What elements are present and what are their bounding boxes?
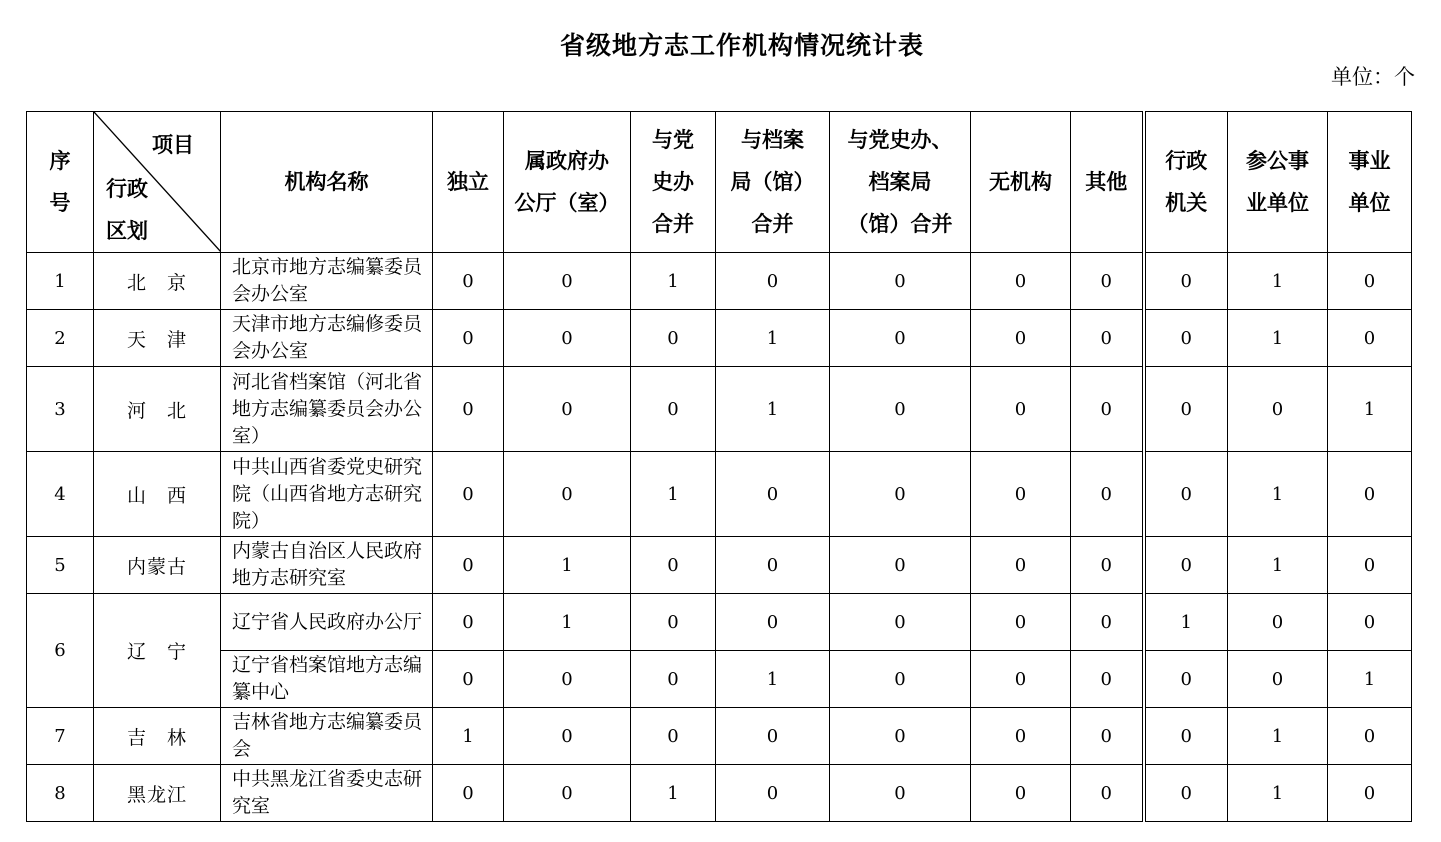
header-archives xyxy=(716,112,830,253)
table-row xyxy=(27,452,1412,537)
cell-gov-office: 0 xyxy=(504,765,631,822)
cell-party-archives: 0 xyxy=(830,452,971,537)
header-seq xyxy=(27,112,94,253)
header-item-label: 项目 xyxy=(152,133,194,157)
cell-party-history: 1 xyxy=(631,452,716,537)
cell-party-history: 0 xyxy=(631,310,716,367)
cell-archives: 0 xyxy=(716,594,830,651)
cell-other: 0 xyxy=(1071,765,1144,822)
cell-party-history: 1 xyxy=(631,253,716,310)
cell-civil-service: 1 xyxy=(1228,708,1328,765)
cell-none: 0 xyxy=(971,367,1071,452)
row-seq: 5 xyxy=(27,537,94,594)
cell-civil-service: 1 xyxy=(1228,310,1328,367)
header-name-label: 机构名称 xyxy=(284,170,369,194)
row-seq: 7 xyxy=(27,708,94,765)
cell-party-history: 0 xyxy=(631,651,716,708)
cell-public-inst: 0 xyxy=(1328,253,1412,310)
cell-civil-service: 0 xyxy=(1228,594,1328,651)
header-region-label-1: 行政 xyxy=(106,177,148,201)
header-public-inst xyxy=(1328,112,1412,253)
header-archives-label: 与档案 局（馆） 合并 xyxy=(730,128,815,236)
cell-public-inst: 0 xyxy=(1328,594,1412,651)
cell-other: 0 xyxy=(1071,367,1144,452)
header-independent xyxy=(433,112,504,253)
page-title: 省级地方志工作机构情况统计表 xyxy=(559,31,924,60)
cell-archives: 0 xyxy=(716,708,830,765)
cell-admin: 0 xyxy=(1144,708,1228,765)
cell-archives: 0 xyxy=(716,537,830,594)
cell-none: 0 xyxy=(971,594,1071,651)
header-civil-service-label: 参公事 业单位 xyxy=(1246,149,1309,215)
cell-gov-office: 1 xyxy=(504,594,631,651)
cell-gov-office: 0 xyxy=(504,651,631,708)
cell-other: 0 xyxy=(1071,253,1144,310)
cell-party-archives: 0 xyxy=(830,367,971,452)
cell-admin: 0 xyxy=(1144,537,1228,594)
cell-gov-office: 0 xyxy=(504,452,631,537)
header-none xyxy=(971,112,1071,253)
header-diagonal-cell xyxy=(94,112,221,253)
cell-admin: 1 xyxy=(1144,594,1228,651)
cell-independent: 0 xyxy=(433,594,504,651)
cell-none: 0 xyxy=(971,765,1071,822)
cell-archives: 0 xyxy=(716,452,830,537)
header-civil-service xyxy=(1228,112,1328,253)
cell-party-history: 0 xyxy=(631,594,716,651)
header-party-archives-label: 与党史办、 档案局 （馆）合并 xyxy=(847,128,953,236)
cell-independent: 0 xyxy=(433,537,504,594)
cell-independent: 0 xyxy=(433,253,504,310)
row-seq: 1 xyxy=(27,253,94,310)
cell-none: 0 xyxy=(971,708,1071,765)
table-row xyxy=(27,765,1412,822)
row-name: 中共山西省委党史研究院（山西省地方志研究院） xyxy=(221,452,433,537)
header-seq-label: 序 号 xyxy=(49,149,71,215)
cell-party-archives: 0 xyxy=(830,708,971,765)
row-name: 吉林省地方志编纂委员会 xyxy=(221,708,433,765)
cell-other: 0 xyxy=(1071,537,1144,594)
table-row xyxy=(27,367,1412,452)
header-party-archives xyxy=(830,112,971,253)
row-seq: 8 xyxy=(27,765,94,822)
row-name: 辽宁省档案馆地方志编纂中心 xyxy=(221,651,433,708)
header-independent-label: 独立 xyxy=(447,170,489,194)
row-name: 内蒙古自治区人民政府地方志研究室 xyxy=(221,537,433,594)
row-seq: 2 xyxy=(27,310,94,367)
cell-admin: 0 xyxy=(1144,253,1228,310)
header-other-label: 其他 xyxy=(1085,170,1128,194)
row-seq: 4 xyxy=(27,452,94,537)
row-name: 中共黑龙江省委史志研究室 xyxy=(221,765,433,822)
header-none-label: 无机构 xyxy=(989,170,1052,194)
cell-public-inst: 0 xyxy=(1328,452,1412,537)
table-row xyxy=(27,537,1412,594)
cell-gov-office: 0 xyxy=(504,367,631,452)
cell-independent: 0 xyxy=(433,765,504,822)
cell-independent: 0 xyxy=(433,452,504,537)
header-gov-office xyxy=(504,112,631,253)
cell-archives: 1 xyxy=(716,310,830,367)
cell-none: 0 xyxy=(971,651,1071,708)
cell-civil-service: 1 xyxy=(1228,452,1328,537)
header-public-inst-label: 事业 单位 xyxy=(1348,149,1391,215)
cell-other: 0 xyxy=(1071,452,1144,537)
cell-archives: 1 xyxy=(716,651,830,708)
cell-archives: 1 xyxy=(716,367,830,452)
cell-public-inst: 0 xyxy=(1328,708,1412,765)
cell-none: 0 xyxy=(971,537,1071,594)
cell-party-history: 0 xyxy=(631,367,716,452)
row-name: 河北省档案馆（河北省地方志编纂委员会办公室） xyxy=(221,367,433,452)
cell-party-archives: 0 xyxy=(830,310,971,367)
cell-other: 0 xyxy=(1071,651,1144,708)
cell-admin: 0 xyxy=(1144,310,1228,367)
cell-civil-service: 0 xyxy=(1228,651,1328,708)
row-seq: 3 xyxy=(27,367,94,452)
row-region: 黑龙江 xyxy=(94,765,221,822)
cell-public-inst: 0 xyxy=(1328,537,1412,594)
cell-independent: 0 xyxy=(433,310,504,367)
cell-none: 0 xyxy=(971,253,1071,310)
table-row xyxy=(27,253,1412,310)
row-name: 北京市地方志编纂委员会办公室 xyxy=(221,253,433,310)
cell-independent: 0 xyxy=(433,367,504,452)
cell-gov-office: 1 xyxy=(504,537,631,594)
row-region: 河 北 xyxy=(94,367,221,452)
header-other xyxy=(1071,112,1144,253)
cell-archives: 0 xyxy=(716,765,830,822)
header-admin xyxy=(1144,112,1228,253)
table-row xyxy=(27,310,1412,367)
cell-independent: 0 xyxy=(433,651,504,708)
row-region: 吉 林 xyxy=(94,708,221,765)
cell-gov-office: 0 xyxy=(504,253,631,310)
cell-archives: 0 xyxy=(716,253,830,310)
cell-gov-office: 0 xyxy=(504,310,631,367)
row-seq: 6 xyxy=(27,594,94,708)
header-region-label-2: 区划 xyxy=(106,219,148,243)
cell-civil-service: 0 xyxy=(1228,367,1328,452)
header-party-history-label: 与党 史办 合并 xyxy=(652,128,694,236)
table-row xyxy=(27,594,1412,651)
cell-civil-service: 1 xyxy=(1228,537,1328,594)
cell-none: 0 xyxy=(971,452,1071,537)
cell-party-history: 1 xyxy=(631,765,716,822)
cell-public-inst: 1 xyxy=(1328,367,1412,452)
cell-other: 0 xyxy=(1071,708,1144,765)
cell-none: 0 xyxy=(971,310,1071,367)
cell-party-archives: 0 xyxy=(830,651,971,708)
cell-party-archives: 0 xyxy=(830,765,971,822)
header-name xyxy=(221,112,433,253)
header-gov-office-label: 属政府办 公厅（室） xyxy=(514,149,620,215)
row-region: 北 京 xyxy=(94,253,221,310)
cell-public-inst: 1 xyxy=(1328,651,1412,708)
cell-party-history: 0 xyxy=(631,708,716,765)
cell-party-history: 0 xyxy=(631,537,716,594)
row-name: 辽宁省人民政府办公厅 xyxy=(221,594,433,651)
cell-public-inst: 0 xyxy=(1328,310,1412,367)
table-row xyxy=(27,651,1412,708)
unit-label: 单位：个 xyxy=(1331,65,1415,89)
header-row xyxy=(27,112,1412,253)
cell-admin: 0 xyxy=(1144,765,1228,822)
cell-admin: 0 xyxy=(1144,452,1228,537)
statistics-table xyxy=(26,111,1412,822)
table-row xyxy=(27,708,1412,765)
cell-gov-office: 0 xyxy=(504,708,631,765)
cell-admin: 0 xyxy=(1144,651,1228,708)
header-admin-label: 行政 机关 xyxy=(1165,149,1208,215)
cell-party-archives: 0 xyxy=(830,537,971,594)
row-region: 辽 宁 xyxy=(94,594,221,708)
cell-independent: 1 xyxy=(433,708,504,765)
row-region: 天 津 xyxy=(94,310,221,367)
cell-admin: 0 xyxy=(1144,367,1228,452)
cell-other: 0 xyxy=(1071,594,1144,651)
row-region: 内蒙古 xyxy=(94,537,221,594)
cell-civil-service: 1 xyxy=(1228,765,1328,822)
header-party-history xyxy=(631,112,716,253)
cell-party-archives: 0 xyxy=(830,594,971,651)
row-name: 天津市地方志编修委员会办公室 xyxy=(221,310,433,367)
cell-public-inst: 0 xyxy=(1328,765,1412,822)
cell-party-archives: 0 xyxy=(830,253,971,310)
cell-other: 0 xyxy=(1071,310,1144,367)
cell-civil-service: 1 xyxy=(1228,253,1328,310)
row-region: 山 西 xyxy=(94,452,221,537)
